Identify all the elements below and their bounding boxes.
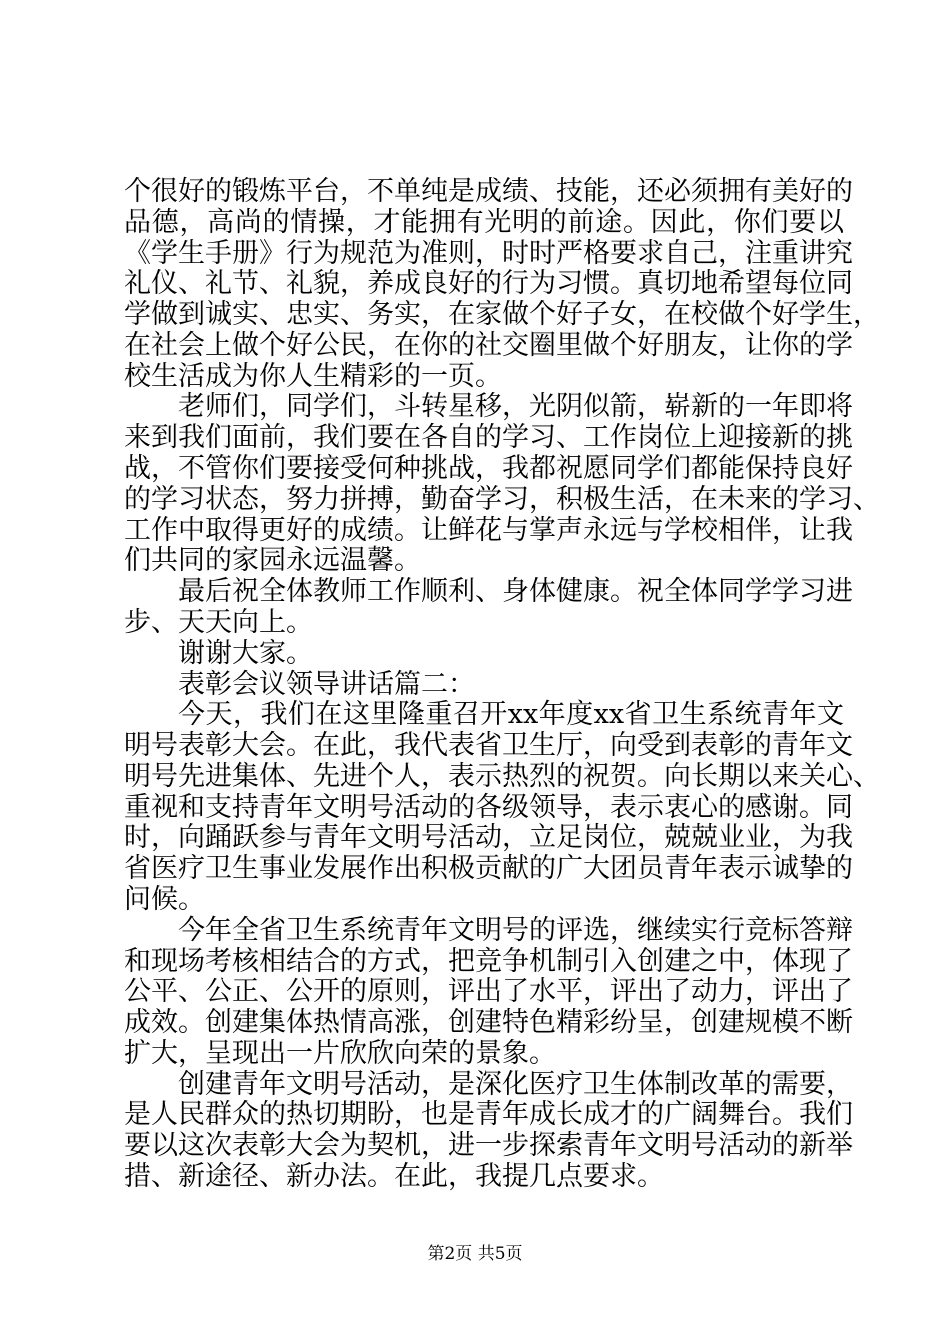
paragraph-first-line: 最后祝全体教师工作顺利、身体健康。祝全体同学学习进 [178,576,853,607]
body-text-line: 成效。创建集体热情高涨，创建特色精彩纷呈，创建规模不断 [124,1007,853,1038]
closing-line: 谢谢大家。 [178,638,313,669]
body-text-line: 是人民群众的热切期盼，也是青年成长成才的广阔舞台。我们 [124,1099,853,1130]
body-text-line: 时，向踊跃参与青年文明号活动，立足岗位，兢兢业业，为我 [124,822,853,853]
body-text-line: 礼仪、礼节、礼貌，养成良好的行为习惯。真切地希望每位同 [124,268,853,299]
body-text-line: 明号表彰大会。在此，我代表省卫生厅，向受到表彰的青年文 [124,730,853,761]
body-text-line: 《学生手册》行为规范为准则，时时严格要求自己，注重讲究 [124,238,853,269]
body-text-line: 省医疗卫生事业发展作出积极贡献的广大团员青年表示诚挚的 [124,853,853,884]
body-text-line: 来到我们面前，我们要在各自的学习、工作岗位上迎接新的挑 [124,422,853,453]
body-text-line: 工作中取得更好的成绩。让鲜花与掌声永远与学校相伴，让我 [124,515,853,546]
body-text-line: 公平、公正、公开的原则，评出了水平，评出了动力，评出了 [124,976,853,1007]
paragraph-first-line: 创建青年文明号活动，是深化医疗卫生体制改革的需要， [178,1069,853,1100]
body-text-line: 在社会上做个好公民，在你的社交圈里做个好朋友，让你的学 [124,330,853,361]
body-text-line: 措、新途径、新办法。在此，我提几点要求。 [124,1161,664,1192]
body-text-line: 品德，高尚的情操，才能拥有光明的前途。因此，你们要以 [124,207,844,238]
body-text-line: 重视和支持青年文明号活动的各级领导，表示衷心的感谢。同 [124,792,853,823]
page-footer: 第2页 共5页 [427,1244,523,1264]
body-text-line: 步、天天向上。 [124,607,313,638]
body-text-line: 要以这次表彰大会为契机，进一步探索青年文明号活动的新举 [124,1130,853,1161]
body-text-line: 学做到诚实、忠实、务实，在家做个好子女，在校做个好学生， [124,299,880,330]
body-text-line: 的学习状态，努力拼搏，勤奋学习，积极生活，在未来的学习、 [124,484,880,515]
paragraph-first-line: 今年全省卫生系统青年文明号的评选，继续实行竞标答辩 [178,915,853,946]
body-text-line: 战，不管你们要接受何种挑战，我都祝愿同学们都能保持良好 [124,453,853,484]
body-text-line: 校生活成为你人生精彩的一页。 [124,361,502,392]
section-heading: 表彰会议领导讲话篇二： [178,669,475,700]
paragraph-first-line: 今天，我们在这里隆重召开xx年度xx省卫生系统青年文 [178,699,844,730]
paragraph-first-line: 老师们，同学们，斗转星移，光阴似箭，崭新的一年即将 [178,391,853,422]
body-text-line: 问候。 [124,884,205,915]
body-text-line: 个很好的锻炼平台，不单纯是成绩、技能，还必须拥有美好的 [124,176,853,207]
body-text-line: 明号先进集体、先进个人，表示热烈的祝贺。向长期以来关心、 [124,761,880,792]
body-text-line: 们共同的家园永远温馨。 [124,545,421,576]
body-text-line: 扩大，呈现出一片欣欣向荣的景象。 [124,1038,556,1069]
body-text-line: 和现场考核相结合的方式，把竞争机制引入创建之中，体现了 [124,946,853,977]
